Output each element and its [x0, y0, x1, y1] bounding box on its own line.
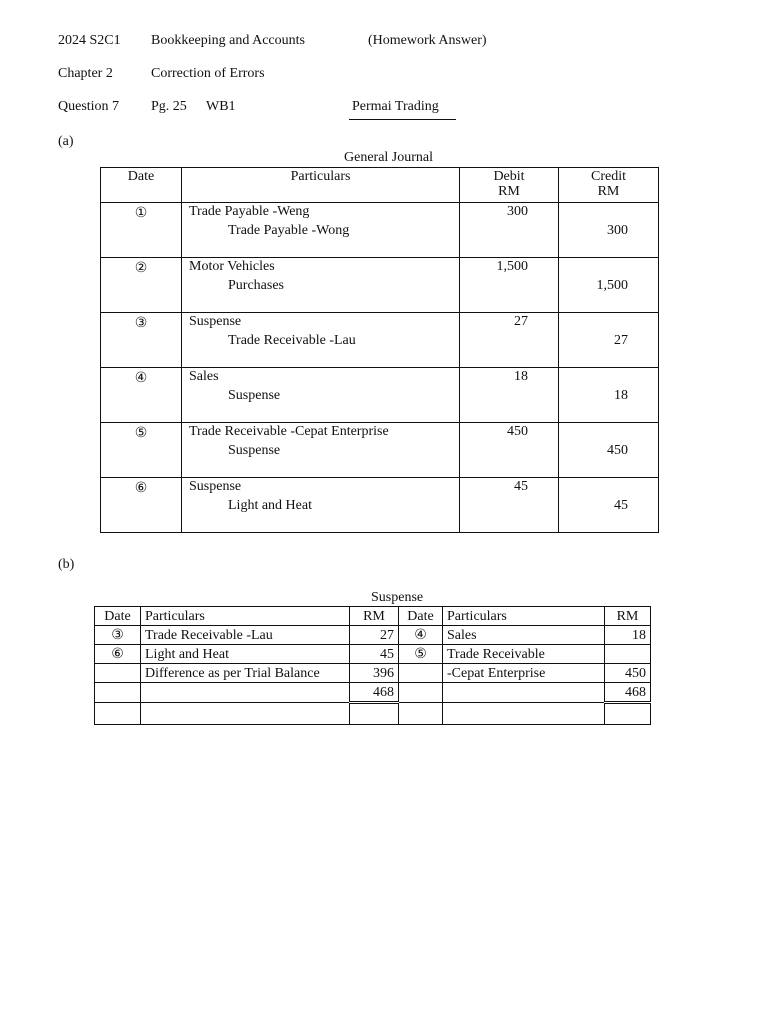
ledger-amount-cr: 18 — [605, 626, 651, 645]
entry-credit — [559, 313, 659, 368]
entry-particulars — [182, 368, 460, 423]
page-ref: Pg. 25 — [151, 99, 187, 114]
entry-number — [101, 423, 182, 478]
entry-credit — [559, 258, 659, 313]
credit-account: Suspense — [228, 388, 281, 403]
ledger-row — [95, 664, 651, 683]
entry-number-label: ③ — [134, 315, 148, 331]
entry-credit — [559, 203, 659, 258]
entry-number — [101, 203, 182, 258]
ledger-col-date-dr: Date — [95, 607, 141, 626]
ledger-particulars-cr: Sales — [443, 626, 605, 645]
entry-debit — [460, 313, 559, 368]
entry-debit — [460, 258, 559, 313]
answer-note: (Homework Answer) — [368, 33, 487, 48]
debit-account: Motor Vehicles — [189, 259, 275, 274]
ledger-col-amount-cr: RM — [605, 607, 651, 626]
ledger-header-row — [95, 607, 651, 626]
debit-label: Debit — [493, 169, 525, 184]
ledger-total-cr: 468 — [605, 683, 651, 703]
entry-number — [101, 313, 182, 368]
ledger-row — [95, 626, 651, 645]
credit-amount: 450 — [607, 443, 628, 458]
debit-unit: RM — [498, 184, 520, 199]
ledger-particulars-dr: Trade Receivable -Lau — [141, 626, 350, 645]
entry-number — [101, 258, 182, 313]
ledger-particulars-dr: Difference as per Trial Balance — [141, 664, 350, 683]
credit-account: Light and Heat — [228, 498, 312, 513]
entry-debit — [460, 423, 559, 478]
entry-number-label: ① — [134, 205, 148, 221]
ledger-total-dr: 468 — [350, 683, 399, 703]
business-name-underline — [349, 119, 456, 120]
journal-entry-row — [101, 203, 659, 258]
ledger-date-cr: ④ — [399, 626, 443, 645]
ledger-col-particulars-cr: Particulars — [443, 607, 605, 626]
debit-account: Suspense — [189, 479, 242, 494]
journal-entry-row — [101, 368, 659, 423]
journal-entry-row — [101, 258, 659, 313]
credit-amount: 18 — [614, 388, 628, 403]
ledger-amount-dr: 396 — [350, 664, 399, 683]
question-label: Question 7 — [58, 99, 120, 114]
entry-debit — [460, 478, 559, 533]
credit-account: Trade Receivable -Lau — [228, 333, 356, 348]
ledger-col-particulars-dr: Particulars — [141, 607, 350, 626]
ledger-col-date-cr: Date — [399, 607, 443, 626]
chapter-label: Chapter 2 — [58, 66, 113, 81]
entry-particulars — [182, 258, 460, 313]
entry-particulars — [182, 478, 460, 533]
entry-credit — [559, 478, 659, 533]
debit-amount: 27 — [514, 314, 528, 329]
entry-debit — [460, 203, 559, 258]
business-name: Permai Trading — [352, 99, 439, 114]
ledger-date-dr: ⑥ — [95, 645, 141, 664]
ledger-title: Suspense — [371, 590, 424, 605]
journal-header-row — [101, 168, 659, 203]
workbook-ref: WB1 — [206, 99, 236, 114]
entry-number-label: ④ — [134, 370, 148, 386]
credit-amount: 27 — [614, 333, 628, 348]
debit-account: Sales — [189, 369, 219, 384]
journal-col-debit — [460, 168, 559, 203]
journal-col-date: Date — [101, 168, 182, 203]
subject-title: Bookkeeping and Accounts — [151, 33, 305, 48]
credit-account: Trade Payable -Wong — [228, 223, 350, 238]
journal-title: General Journal — [344, 150, 434, 165]
credit-account: Purchases — [228, 278, 284, 293]
ledger-date-dr: ③ — [95, 626, 141, 645]
entry-particulars — [182, 203, 460, 258]
credit-amount: 300 — [607, 223, 628, 238]
ledger-particulars-cr: Trade Receivable — [443, 645, 605, 664]
debit-account: Trade Receivable -Cepat Enterprise — [189, 424, 389, 439]
debit-amount: 300 — [507, 204, 528, 219]
credit-account: Suspense — [228, 443, 281, 458]
ledger-amount-dr: 45 — [350, 645, 399, 664]
journal-entry-row — [101, 313, 659, 368]
general-journal-table — [100, 167, 659, 533]
journal-col-credit — [559, 168, 659, 203]
entry-credit — [559, 368, 659, 423]
debit-amount: 45 — [514, 479, 528, 494]
ledger-date-dr — [95, 664, 141, 683]
credit-amount: 1,500 — [596, 278, 628, 293]
part-b-label: (b) — [58, 557, 75, 572]
journal-entry-row — [101, 478, 659, 533]
credit-unit: RM — [597, 184, 620, 199]
part-a-label: (a) — [58, 134, 74, 149]
credit-label: Credit — [591, 169, 626, 184]
ledger-row — [95, 645, 651, 664]
ledger-particulars-cr: -Cepat Enterprise — [443, 664, 605, 683]
entry-debit — [460, 368, 559, 423]
entry-credit — [559, 423, 659, 478]
ledger-totals-row — [95, 683, 651, 703]
debit-account: Trade Payable -Weng — [189, 204, 310, 219]
debit-amount: 18 — [514, 369, 528, 384]
entry-number-label: ⑤ — [134, 425, 148, 441]
ledger-blank-row — [95, 703, 651, 725]
entry-number — [101, 368, 182, 423]
debit-amount: 1,500 — [496, 259, 528, 274]
ledger-amount-cr: 450 — [605, 664, 651, 683]
ledger-date-cr: ⑤ — [399, 645, 443, 664]
entry-number-label: ⑥ — [134, 480, 148, 496]
ledger-amount-cr — [605, 645, 651, 664]
entry-number — [101, 478, 182, 533]
entry-particulars — [182, 313, 460, 368]
journal-col-particulars: Particulars — [182, 168, 460, 203]
ledger-amount-dr: 27 — [350, 626, 399, 645]
ledger-col-amount-dr: RM — [350, 607, 399, 626]
debit-amount: 450 — [507, 424, 528, 439]
course-code: 2024 S2C1 — [58, 33, 121, 48]
chapter-topic: Correction of Errors — [151, 66, 265, 81]
suspense-account-table — [94, 606, 651, 725]
entry-number-label: ② — [134, 260, 148, 276]
entry-particulars — [182, 423, 460, 478]
journal-entry-row — [101, 423, 659, 478]
ledger-date-cr — [399, 664, 443, 683]
ledger-particulars-dr: Light and Heat — [141, 645, 350, 664]
credit-amount: 45 — [614, 498, 628, 513]
debit-account: Suspense — [189, 314, 242, 329]
